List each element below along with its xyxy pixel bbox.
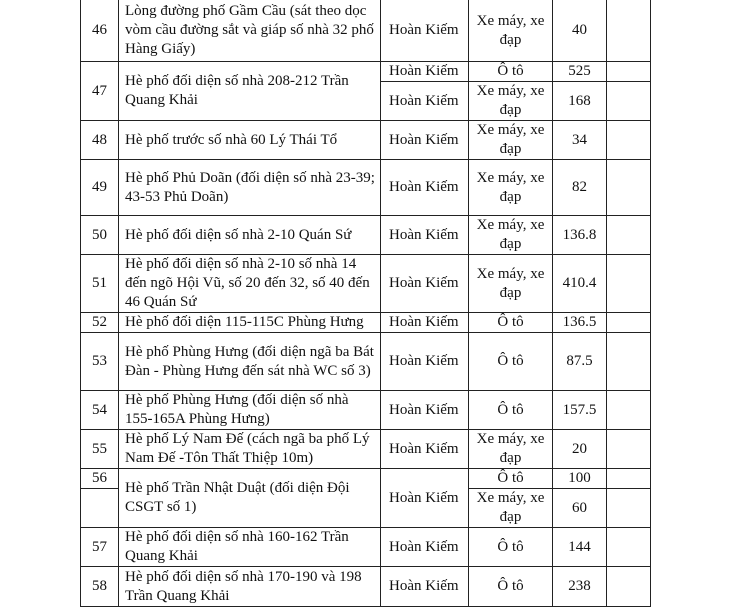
vehicle-cell: Ô tô: [469, 313, 553, 333]
row-number: 52: [81, 313, 119, 333]
district-cell: Hoàn Kiếm: [381, 62, 469, 82]
row-number: 51: [81, 255, 119, 313]
row-number: 47: [81, 62, 119, 121]
district-cell: Hoàn Kiếm: [381, 567, 469, 607]
district-cell: Hoàn Kiếm: [381, 391, 469, 430]
vehicle-cell: Xe máy, xe đạp: [469, 121, 553, 160]
empty-cell: [607, 430, 651, 469]
area-cell: 136.8: [553, 216, 607, 255]
location-cell: Hè phố đối diện số nhà 2-10 Quán Sứ: [119, 216, 381, 255]
location-cell: Hè phố Phùng Hưng (đối diện ngã ba Bát Đàn - Phùng Hưng đến sát nhà WC số 3): [119, 333, 381, 391]
empty-cell: [607, 62, 651, 82]
table-row: [81, 0, 651, 62]
location-cell: Hè phố Phùng Hưng (đối diện số nhà 155-165A Phùng Hưng): [119, 391, 381, 430]
empty-cell: [607, 160, 651, 216]
vehicle-cell: Xe máy, xe đạp: [469, 0, 553, 62]
area-cell: 82: [553, 160, 607, 216]
location-cell: Lòng đường phố Gầm Cầu (sát theo dọc vòm cầu đường sắt và giáp số nhà 32 phố Hàng Giấy): [119, 0, 381, 62]
vehicle-cell: Xe máy, xe đạp: [469, 160, 553, 216]
location-cell: Hè phố trước số nhà 60 Lý Thái Tổ: [119, 121, 381, 160]
district-cell: Hoàn Kiếm: [381, 0, 469, 62]
empty-cell: [607, 489, 651, 528]
district-cell: Hoàn Kiếm: [381, 255, 469, 313]
empty-cell: [607, 216, 651, 255]
area-cell: 34: [553, 121, 607, 160]
district-cell: Hoàn Kiếm: [381, 82, 469, 121]
area-cell: 60: [553, 489, 607, 528]
row-number: 58: [81, 567, 119, 607]
empty-cell: [607, 391, 651, 430]
row-number: 56: [81, 469, 119, 489]
vehicle-cell: Ô tô: [469, 333, 553, 391]
location-cell: Hè phố đối diện số nhà 160-162 Trần Quang Khải: [119, 528, 381, 567]
table-row: [81, 255, 651, 313]
area-cell: 136.5: [553, 313, 607, 333]
location-cell: Hè phố đối diện 115-115C Phùng Hưng: [119, 313, 381, 333]
empty-cell: [607, 567, 651, 607]
area-cell: 157.5: [553, 391, 607, 430]
empty-cell: [607, 121, 651, 160]
district-cell: Hoàn Kiếm: [381, 160, 469, 216]
empty-cell: [607, 0, 651, 62]
row-number: 48: [81, 121, 119, 160]
empty-cell: [607, 528, 651, 567]
district-cell: Hoàn Kiếm: [381, 313, 469, 333]
table-row: [81, 469, 651, 489]
area-cell: 168: [553, 82, 607, 121]
area-cell: 87.5: [553, 333, 607, 391]
table-row: [81, 62, 651, 82]
row-number: 49: [81, 160, 119, 216]
table-row: [81, 567, 651, 607]
row-number: 46: [81, 0, 119, 62]
vehicle-cell: Ô tô: [469, 391, 553, 430]
area-cell: 238: [553, 567, 607, 607]
empty-cell: [607, 313, 651, 333]
district-cell: Hoàn Kiếm: [381, 216, 469, 255]
location-cell: Hè phố Lý Nam Đế (cách ngã ba phố Lý Nam Đế -Tôn Thất Thiệp 10m): [119, 430, 381, 469]
area-cell: 144: [553, 528, 607, 567]
district-cell: Hoàn Kiếm: [381, 528, 469, 567]
location-cell: Hè phố đối diện số nhà 208-212 Trần Quang Khải: [119, 62, 381, 121]
location-cell: Hè phố Trần Nhật Duật (đối diện Đội CSGT số 1): [119, 469, 381, 528]
row-number: 54: [81, 391, 119, 430]
vehicle-cell: Ô tô: [469, 469, 553, 489]
empty-cell: [607, 469, 651, 489]
row-number: [81, 489, 119, 528]
district-cell: Hoàn Kiếm: [381, 430, 469, 469]
row-number: 53: [81, 333, 119, 391]
area-cell: 410.4: [553, 255, 607, 313]
vehicle-cell: Xe máy, xe đạp: [469, 255, 553, 313]
empty-cell: [607, 333, 651, 391]
empty-cell: [607, 82, 651, 121]
table-row: [81, 313, 651, 333]
vehicle-cell: Ô tô: [469, 62, 553, 82]
table-row: [81, 121, 651, 160]
table-row: [81, 391, 651, 430]
area-cell: 40: [553, 0, 607, 62]
area-cell: 525: [553, 62, 607, 82]
row-number: 55: [81, 430, 119, 469]
table-row: [81, 333, 651, 391]
location-cell: Hè phố đối diện số nhà 2-10 số nhà 14 đến ngõ Hội Vũ, số 20 đến 32, số 40 đến 46 Quán Sứ: [119, 255, 381, 313]
vehicle-cell: Ô tô: [469, 528, 553, 567]
area-cell: 20: [553, 430, 607, 469]
table-row: [81, 430, 651, 469]
district-cell: Hoàn Kiếm: [381, 121, 469, 160]
parking-locations-table: [80, 0, 651, 607]
table-row: [81, 528, 651, 567]
table-row: [81, 160, 651, 216]
empty-cell: [607, 255, 651, 313]
row-number: 50: [81, 216, 119, 255]
vehicle-cell: Xe máy, xe đạp: [469, 489, 553, 528]
table-row: [81, 216, 651, 255]
vehicle-cell: Ô tô: [469, 567, 553, 607]
vehicle-cell: Xe máy, xe đạp: [469, 82, 553, 121]
location-cell: Hè phố Phủ Doãn (đối diện số nhà 23-39; 43-53 Phủ Doãn): [119, 160, 381, 216]
district-cell: Hoàn Kiếm: [381, 469, 469, 528]
location-cell: Hè phố đối diện số nhà 170-190 và 198 Trần Quang Khải: [119, 567, 381, 607]
row-number: 57: [81, 528, 119, 567]
district-cell: Hoàn Kiếm: [381, 333, 469, 391]
area-cell: 100: [553, 469, 607, 489]
vehicle-cell: Xe máy, xe đạp: [469, 430, 553, 469]
vehicle-cell: Xe máy, xe đạp: [469, 216, 553, 255]
